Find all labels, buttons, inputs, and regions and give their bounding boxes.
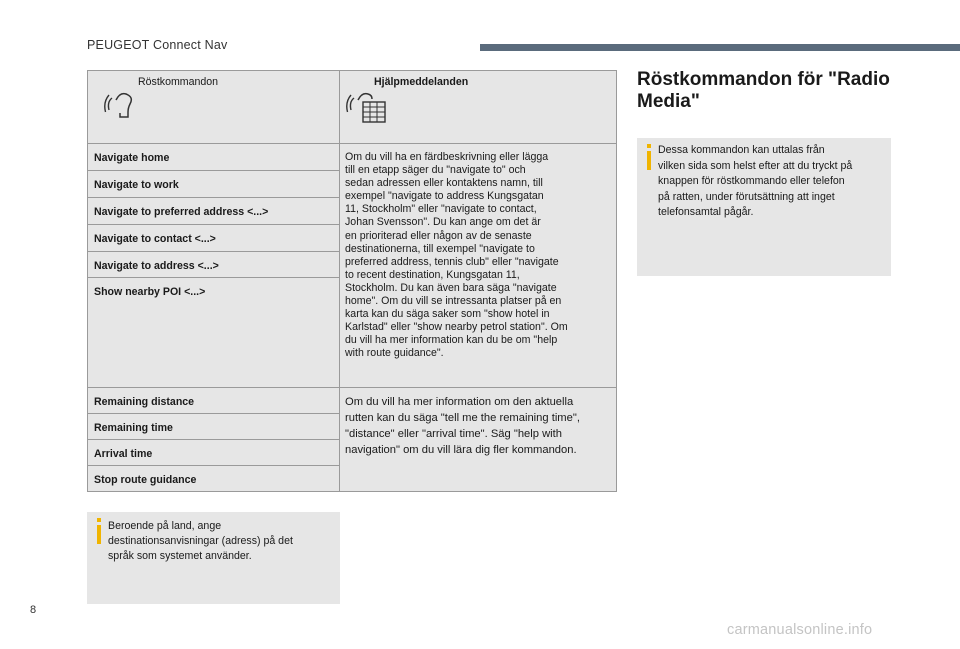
table-row [88, 144, 617, 171]
help-line: en prioriterad eller någon av de senaste [345, 229, 532, 242]
command-cell: Navigate home [88, 144, 340, 171]
info-box-radio-media [637, 138, 891, 276]
help-line: "distance" eller "arrival time". Säg "help with [345, 428, 562, 440]
info-icon [647, 151, 651, 170]
help-line: Om du vill ha en färdbeskrivning eller lägga [345, 151, 549, 163]
info-text [108, 519, 333, 564]
info-line: knappen för röstkommando eller telefon [658, 175, 845, 187]
help-cell-route [340, 388, 617, 492]
command-cell: Remaining time [88, 414, 340, 440]
info-line: vilken sida som helst efter att du tryckt på [658, 159, 853, 172]
page-number: 8 [30, 604, 37, 616]
header-cell-commands [88, 71, 340, 144]
help-cell-navigation [340, 144, 617, 388]
info-line: på ratten, under förutsättning att inget [658, 190, 835, 203]
help-line: preferred address, tennis club" eller "navigate [345, 255, 559, 268]
command-cell: Navigate to contact <...> [88, 224, 340, 251]
help-line: karta kan du säga saker som "show hotel in [345, 308, 550, 321]
info-icon-dot [97, 518, 101, 522]
header-cell-help [340, 71, 617, 144]
info-line: telefonsamtal pågår. [658, 206, 754, 218]
help-line: destinationerna, till exempel "navigate to [345, 242, 535, 255]
column-header-help-messages: Hjälpmeddelanden [374, 76, 469, 88]
section-title-line: Röstkommandon för "Radio [637, 69, 890, 90]
help-line: exempel "navigate to address Kungsgatan [345, 190, 544, 203]
table-row [88, 388, 617, 414]
section-title-line: Media" [637, 91, 700, 112]
help-line: till en etapp säger du "navigate to" och [345, 164, 526, 177]
help-line: home". Om du vill se intressanta platser på en [345, 295, 562, 308]
info-icon [97, 525, 101, 544]
help-line: Karlstad" eller "show nearby petrol station". Om [345, 321, 568, 334]
help-line: du vill ha mer information kan du be om "help [345, 334, 558, 347]
command-cell: Remaining distance [88, 388, 340, 414]
command-cell: Navigate to work [88, 170, 340, 197]
help-line: Johan Svensson". Du kan ange om det är [345, 216, 541, 229]
info-line: Dessa kommandon kan uttalas från [658, 144, 825, 156]
command-cell: Show nearby POI <...> [88, 278, 340, 388]
command-cell: Navigate to address <...> [88, 251, 340, 278]
info-icon-dot [647, 144, 651, 148]
help-line: Stockholm. Du kan även bara säga "navigate [345, 281, 557, 294]
header-brand: PEUGEOT Connect Nav [87, 38, 228, 52]
command-cell: Stop route guidance [88, 466, 340, 492]
section-title [637, 69, 917, 113]
column-header-voice-commands: Röstkommandon [138, 76, 219, 88]
help-line: rutten kan du säga "tell me the remaining time", [345, 412, 580, 424]
voice-commands-table [87, 70, 617, 492]
info-line: Beroende på land, ange [108, 520, 222, 532]
table-header-row [88, 71, 617, 144]
info-box-language [87, 512, 340, 604]
command-cell: Navigate to preferred address <...> [88, 197, 340, 224]
header-bar [480, 44, 960, 51]
info-line: språk som systemet använder. [108, 550, 252, 562]
info-line: destinationsanvisningar (adress) på det [108, 535, 293, 547]
info-text [658, 143, 886, 221]
help-line: with route guidance". [345, 347, 444, 360]
command-cell: Arrival time [88, 440, 340, 466]
help-line: sedan adressen eller kontaktens namn, till [345, 177, 543, 190]
help-line: Om du vill ha mer information om den aktuella [345, 396, 574, 408]
voice-command-icon [104, 90, 136, 120]
help-line: navigation" om du vill lära dig fler kommandon. [345, 444, 577, 456]
help-messages-icon [346, 90, 390, 124]
help-line: 11, Stockholm" eller "navigate to contact, [345, 203, 537, 216]
help-line: to recent destination, Kungsgatan 11, [345, 268, 520, 281]
watermark: carmanualsonline.info [727, 622, 873, 638]
